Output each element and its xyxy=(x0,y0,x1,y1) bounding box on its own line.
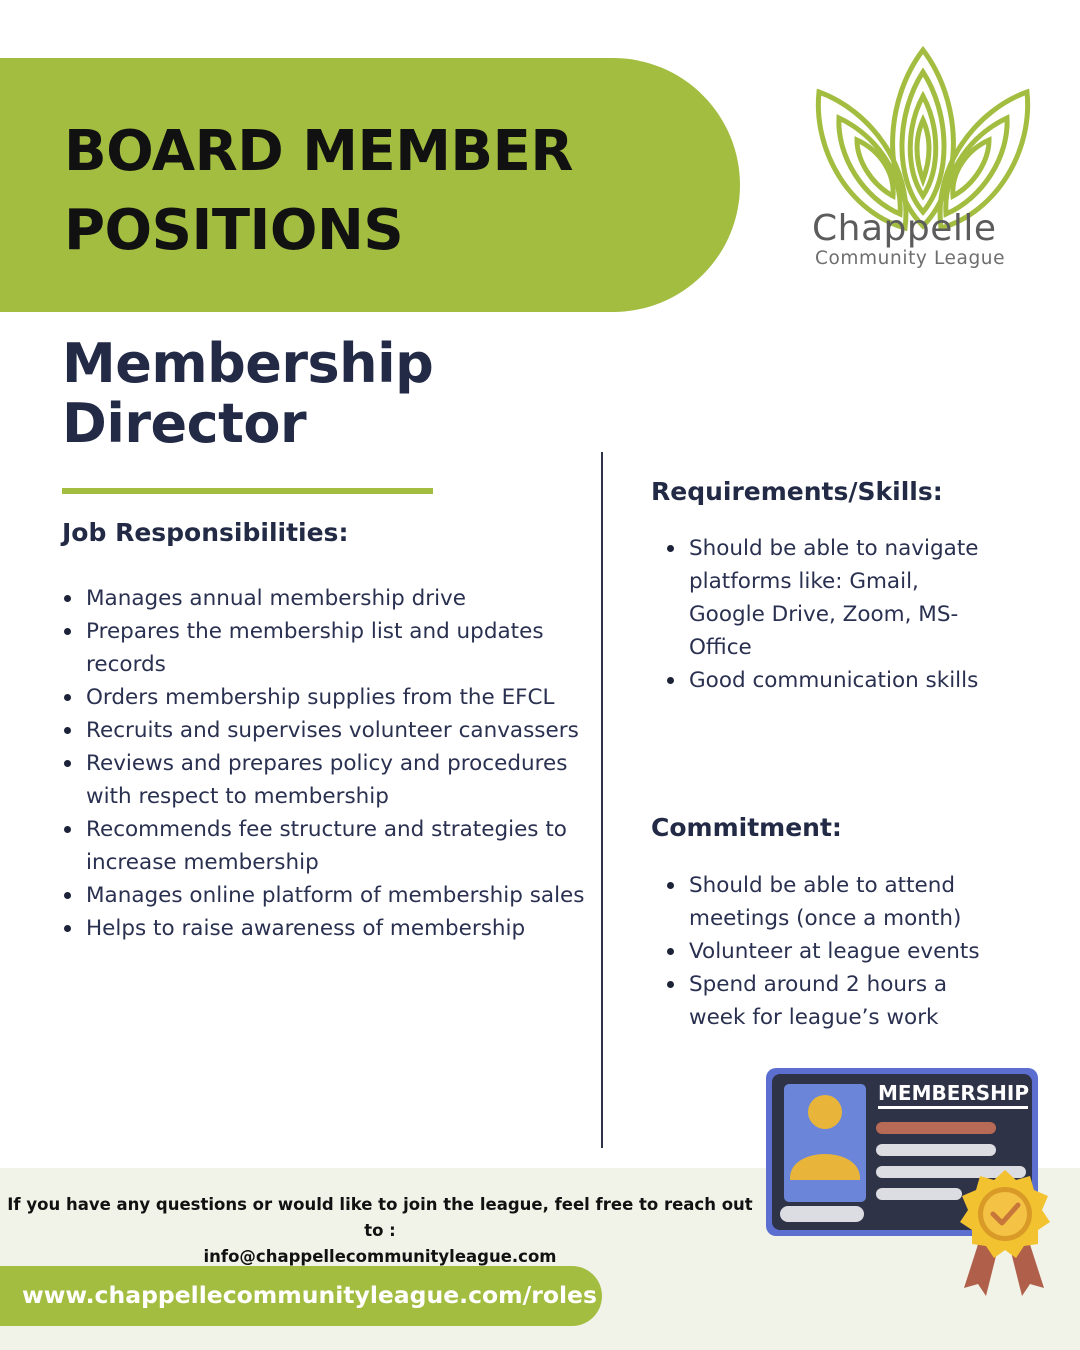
contact-text xyxy=(0,1192,760,1270)
responsibilities-heading: Job Responsibilities: xyxy=(62,518,349,547)
list-item: Volunteer at league events xyxy=(665,935,995,968)
role-title: Membership Director xyxy=(62,332,434,455)
list-item: Recommends fee structure and strategies to increase membership xyxy=(62,813,592,879)
membership-card-icon xyxy=(760,1062,1060,1312)
requirements-heading: Requirements/Skills: xyxy=(651,477,943,506)
card-label: MEMBERSHIP xyxy=(878,1081,1030,1105)
column-divider xyxy=(601,452,603,1148)
commitment-list xyxy=(665,869,995,1034)
requirements-list xyxy=(665,532,995,697)
contact-line: If you have any questions or would like to join the league, feel free to reach out to : xyxy=(7,1195,753,1240)
list-item: Manages online platform of membership sales xyxy=(62,879,592,912)
website-link[interactable]: www.chappellecommunityleague.com/roles xyxy=(22,1281,597,1309)
list-item: Should be able to navigate platforms like: Gmail, Google Drive, Zoom, MS-Office xyxy=(665,532,995,664)
list-item: Good communication skills xyxy=(665,664,995,697)
title-underline xyxy=(62,488,433,494)
list-item: Should be able to attend meetings (once a month) xyxy=(665,869,995,935)
list-item: Helps to raise awareness of membership xyxy=(62,912,592,945)
list-item: Reviews and prepares policy and procedures with respect to membership xyxy=(62,747,592,813)
contact-email[interactable]: info@chappellecommunityleague.com xyxy=(203,1247,557,1266)
logo-name: Chappelle xyxy=(812,208,997,249)
page-title: BOARD MEMBER POSITIONS xyxy=(64,119,573,263)
list-item: Recruits and supervises volunteer canvassers xyxy=(62,714,592,747)
list-item: Prepares the membership list and updates records xyxy=(62,615,592,681)
commitment-heading: Commitment: xyxy=(651,813,842,842)
logo-subtitle: Community League xyxy=(815,248,1006,269)
list-item: Orders membership supplies from the EFCL xyxy=(62,681,592,714)
responsibilities-list xyxy=(62,582,592,945)
list-item: Spend around 2 hours a week for league’s work xyxy=(665,968,995,1034)
list-item: Manages annual membership drive xyxy=(62,582,592,615)
